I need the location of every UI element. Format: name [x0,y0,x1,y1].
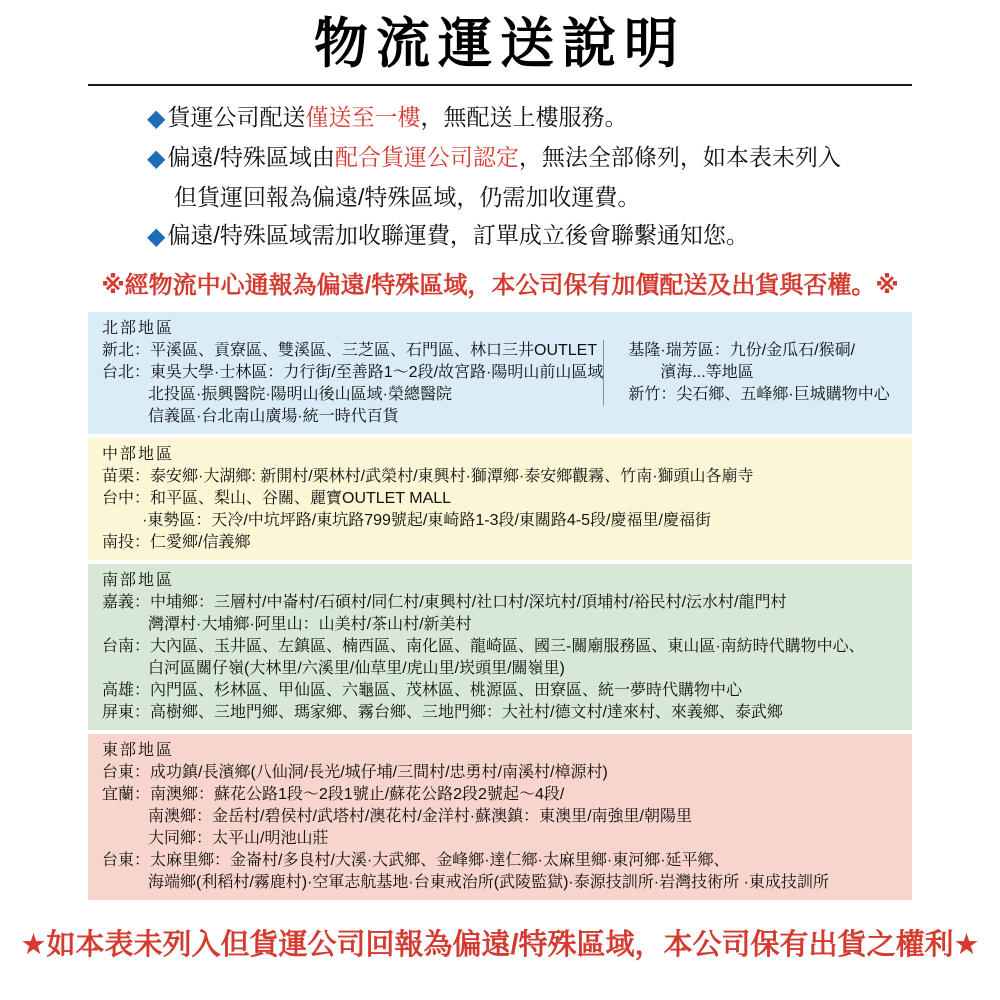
region-line: 北投區·振興醫院·陽明山後山區域·榮總醫院 [148,386,452,403]
region-line: 屏東：高樹鄉、三地門鄉、瑪家鄉、霧台鄉、三地門鄉：大社村/德文村/達來村、來義鄉、泰武鄉 [102,704,783,721]
region-line: 台東：成功鎮/長濱鄉(八仙洞/長光/城仔埔/三間村/忠勇村/南溪村/樟源村) [102,764,608,781]
region-east [88,734,912,900]
region-line: 新北：平溪區、貢寮區、雙溪區、三芝區、石門區、林口三井OUTLET [102,342,598,359]
highlight-red-text: 僅送至一樓 [305,104,421,130]
region-north-title: 北部地區 [102,320,175,337]
region-line: 基隆·瑞芳區：九份/金瓜石/猴硐/ [628,342,856,359]
region-line: 苗栗：泰安鄉·大湖鄉: 新開村/栗林村/武榮村/東興村·獅潭鄉·泰安鄉觀霧、竹南·獅頭山各廟寺 [102,468,754,485]
region-north [88,312,912,434]
region-line: 南澳鄉：金岳村/碧侯村/武塔村/澳花村/金洋村·蘇澳鎮：東澳里/南強里/朝陽里 [148,808,693,825]
region-north-right-column [603,340,916,406]
region-line: 南投：仁愛鄉/信義鄉 [102,534,251,551]
region-line: 白河區關仔嶺(大林里/六溪里/仙草里/虎山里/崁頭里/關嶺里) [148,660,565,677]
region-south [88,564,912,730]
region-boxes [88,312,912,900]
region-east-title: 東部地區 [102,742,175,759]
bullet-item-3 [147,222,940,250]
region-line: 大同鄉：太平山/明池山莊 [148,830,329,847]
region-line: 信義區·台北南山廣場·統一時代百貨 [148,408,399,425]
region-central [88,438,912,560]
region-line: ·東勢區：天冷/中坑坪路/東坑路799號起/東崎路1-3段/東關路4-5段/慶福里/慶福街 [142,512,711,529]
region-line: 台北：東吳大學·士林區：力行街/至善路1～2段/故宮路·陽明山前山區域 [102,364,604,381]
region-line: 台中：和平區、梨山、谷關、麗寶OUTLET MALL [102,490,452,507]
region-line: 台南：大內區、玉井區、左鎮區、楠西區、南化區、龍崎區、國三-關廟服務區、東山區·南紡時代購物中心、 [102,638,865,655]
bullet-item-2 [147,144,940,172]
red-notice-line: ※經物流中心通報為偏遠/特殊區域，本公司保有加價配送及出貨與否權。※ [101,272,899,299]
region-line: 嘉義：中埔鄉：三層村/中崙村/石碩村/同仁村/東興村/社口村/深坑村/頂埔村/裕民村/沄水村/龍門村 [102,594,787,611]
diamond-icon: ◆ [147,223,166,250]
page-title: 物流運送說明 [314,14,686,74]
region-central-title: 中部地區 [102,446,175,463]
bullet-item-2-continuation: 但貨運回報為偏遠/特殊區域，仍需加收運費。 [174,184,641,210]
highlight-red-text: 配合貨運公司認定 [334,144,519,170]
bullet-list [147,104,940,250]
bullet-text-1: 貨運公司配送僅送至一樓，無配送上樓服務。 [167,104,628,130]
region-north-columns [102,340,898,428]
region-line: 新竹：尖石鄉、五峰鄉·巨城購物中心 [628,386,890,403]
region-line: 宜蘭：南澳鄉：蘇花公路1段～2段1號止/蘇花公路2段2號起～4段/ [102,786,565,803]
diamond-icon: ◆ [147,105,166,132]
title-divider [88,84,912,86]
bullet-text-3: 偏遠/特殊區域需加收聯運費，訂單成立後會聯繫通知您。 [167,222,749,248]
region-line: 灣潭村·大埔鄉·阿里山：山美村/茶山村/新美村 [148,616,472,633]
region-south-title: 南部地區 [102,572,175,589]
region-line: 高雄：內門區、杉林區、甲仙區、六龜區、茂林區、桃源區、田寮區、統一夢時代購物中心 [102,682,743,699]
region-line: 海端鄉(利稻村/霧鹿村)·空軍志航基地·台東戒治所(武陵監獄)·泰源技訓所·岩灣技術所 ·東成技訓所 [148,874,829,891]
footer-warning-line: ★如本表未列入但貨運公司回報為偏遠/特殊區域，本公司保有出貨之權利★ [20,929,980,961]
diamond-icon: ◆ [147,145,166,172]
region-line: 台東：太麻里鄉：金崙村/多良村/大溪·大武鄉、金峰鄉·達仁鄉·太麻里鄉·東河鄉·延平鄉、 [102,852,730,869]
region-line: 濱海...等地區 [660,364,754,381]
region-north-left-column [102,340,603,428]
bullet-text-2: 偏遠/特殊區域由配合貨運公司認定，無法全部條列，如本表未列入 [167,144,841,170]
bullet-item-1 [147,104,940,132]
